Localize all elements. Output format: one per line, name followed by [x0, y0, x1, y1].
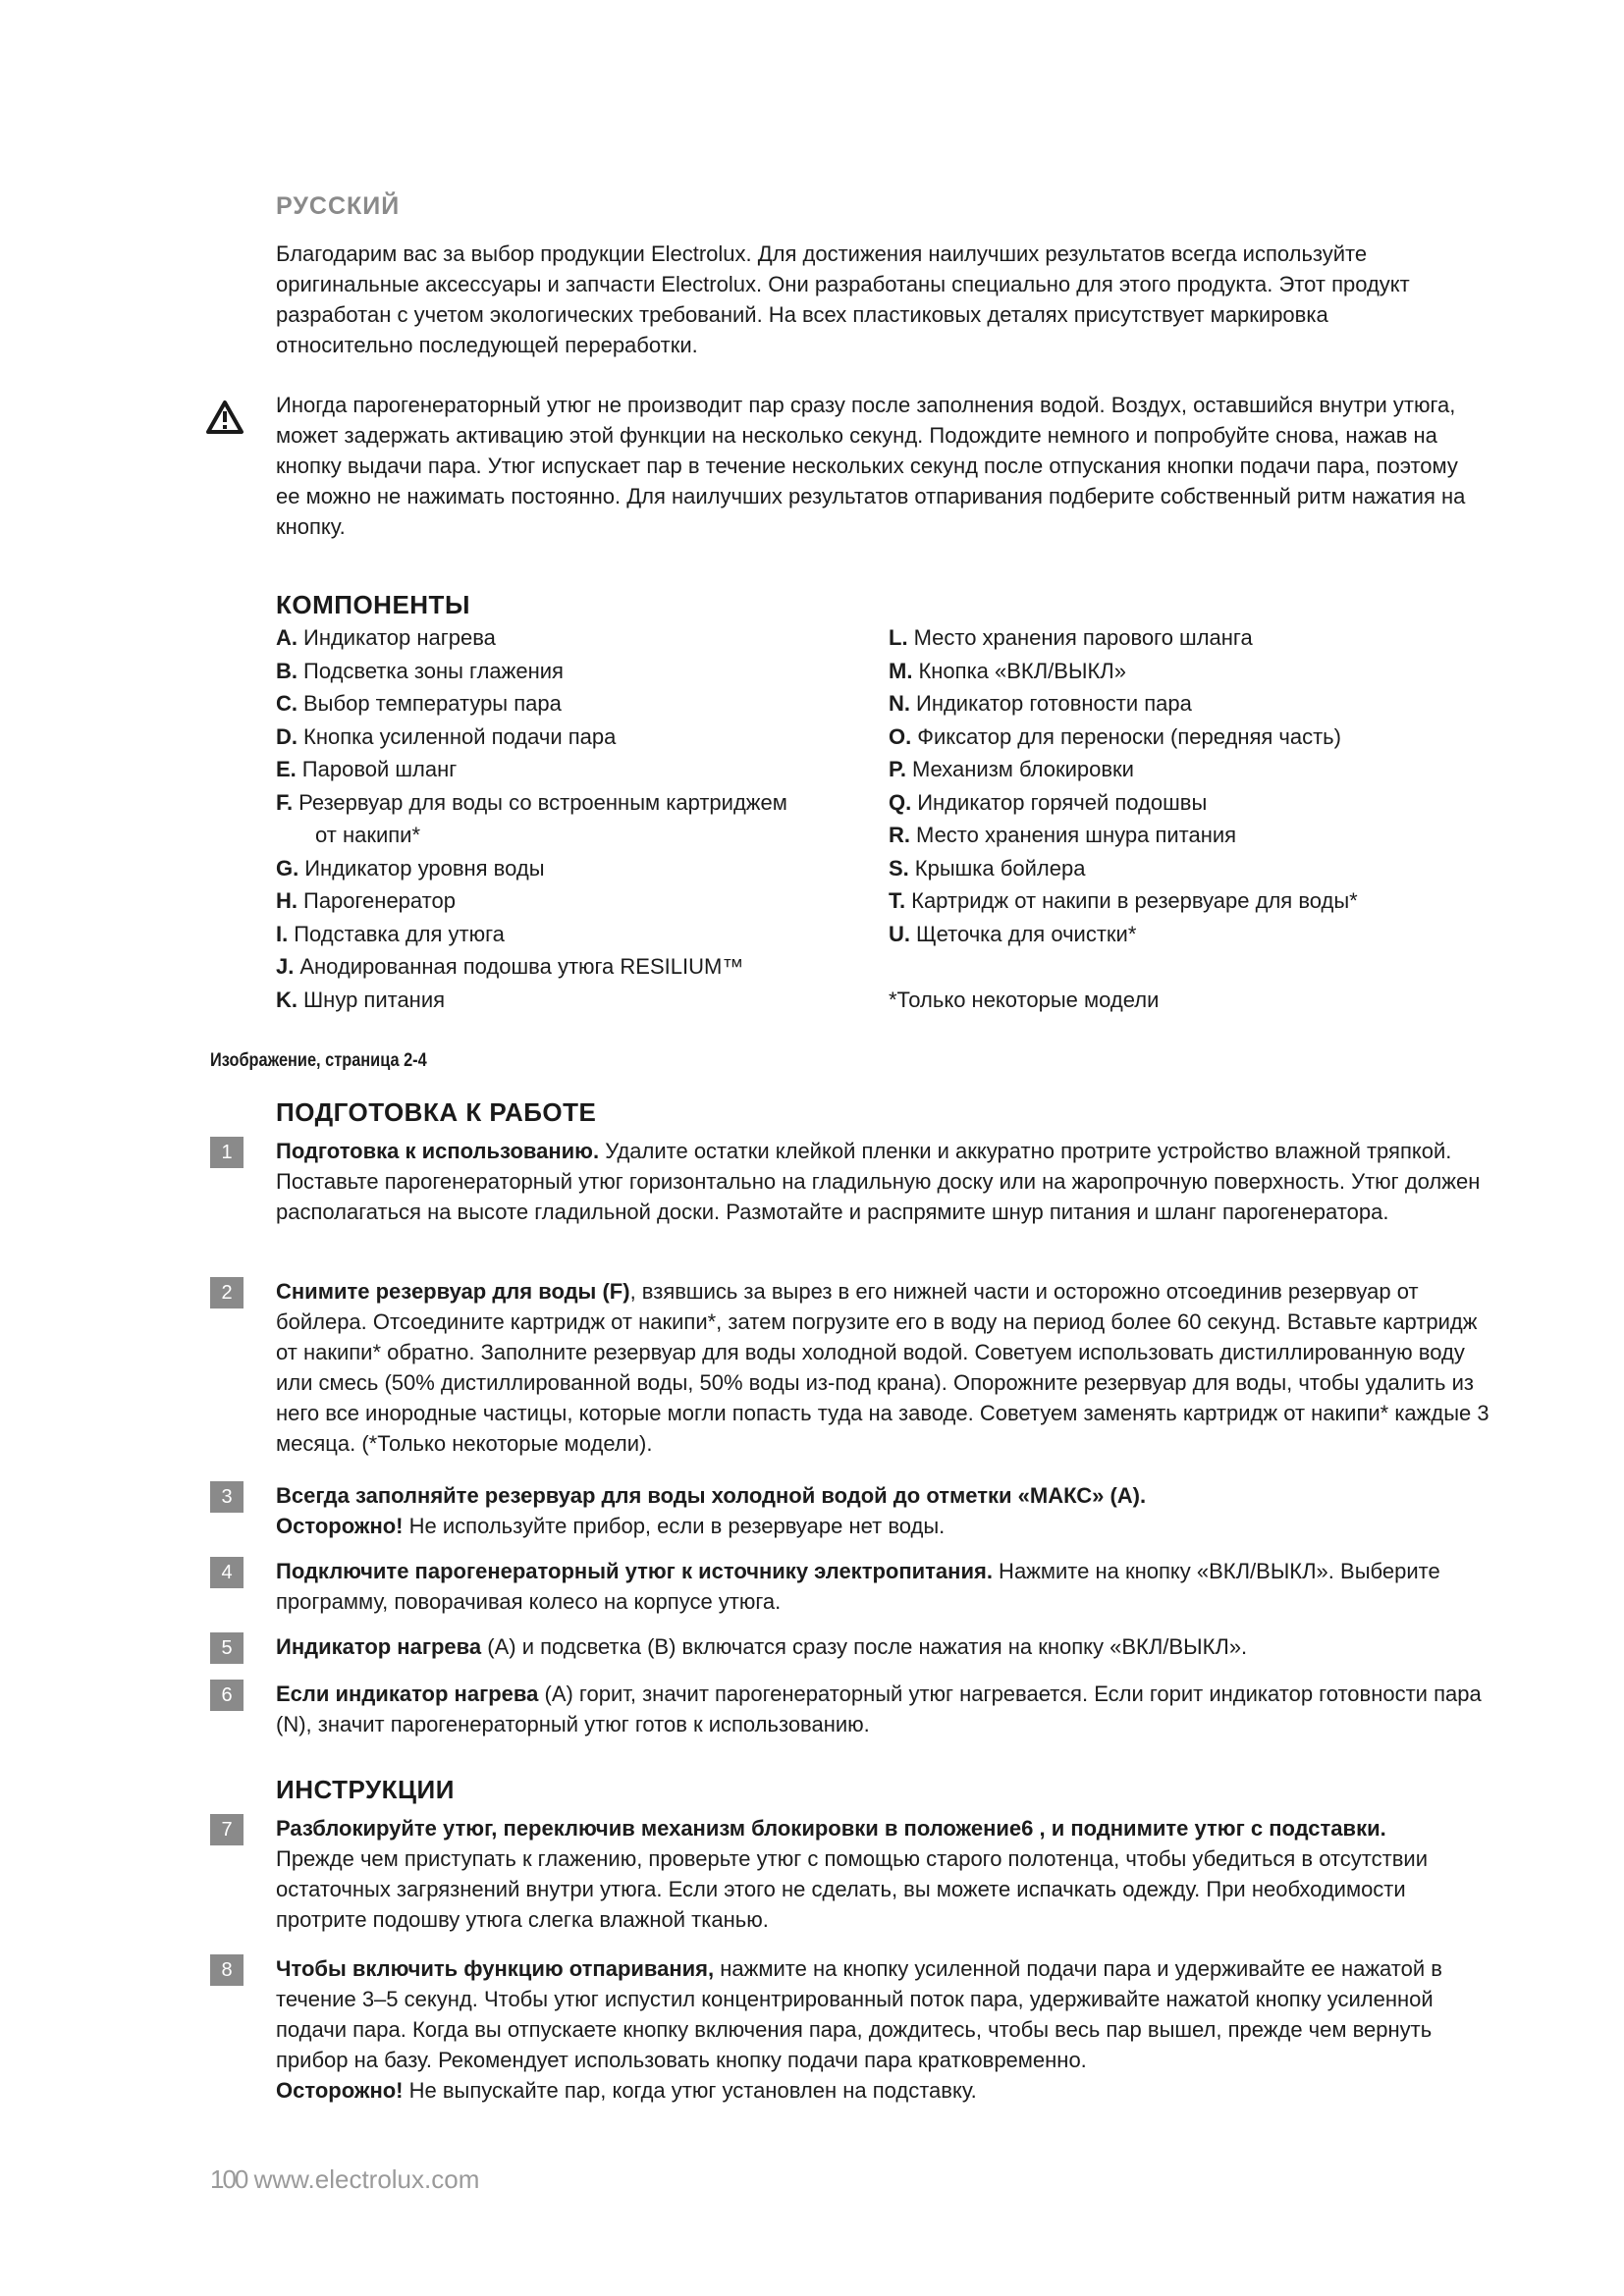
component-letter: D.	[276, 723, 298, 749]
component-text: Кнопка усиленной подачи пара	[303, 723, 617, 749]
step-text	[276, 1556, 1493, 1617]
footer-url[interactable]: www.electrolux.com	[253, 2164, 480, 2194]
instructions-title: ИНСТРУКЦИИ	[276, 1775, 455, 1804]
component-letter: R.	[889, 823, 910, 847]
step-number-badge: 3	[210, 1481, 244, 1513]
step-bold-lead: Снимите резервуар для воды (F)	[276, 1279, 630, 1304]
component-item	[889, 753, 1497, 786]
component-item	[889, 655, 1497, 688]
intro-paragraph: Благодарим вас за выбор продукции Electrolux. Для достижения наилучших результатов всегда используйте оригинальные аксессуары и запчасти Electrolux. Они разработаны специально для этого продукта. Этот продукт разработан с учетом экологических требований. На всех пластиковых деталях присутствует маркировка относительно последующей переработки.	[276, 241, 1410, 357]
step-body: (A) горит, значит парогенераторный утюг нагревается. Если горит индикатор готовности пара (N), значит парогенераторный утюг готов к использованию.	[276, 1682, 1482, 1736]
step-number-badge: 7	[210, 1814, 244, 1845]
component-letter: T.	[889, 888, 906, 913]
step-number-badge: 8	[210, 1954, 244, 1986]
component-text: Индикатор готовности пара	[916, 691, 1192, 716]
step-text	[276, 1953, 1493, 2106]
component-item	[276, 884, 885, 918]
step-bold-lead: Подготовка к использованию.	[276, 1139, 600, 1163]
caution-text: Не выпускайте пар, когда утюг установлен на подставку.	[403, 2078, 977, 2103]
component-item	[276, 852, 885, 885]
step-number-badge: 2	[210, 1277, 244, 1308]
step-text	[276, 1276, 1493, 1459]
component-text: Индикатор горячей подошвы	[917, 789, 1208, 815]
component-item	[276, 687, 885, 721]
component-letter: P.	[889, 757, 906, 781]
component-item	[276, 918, 885, 951]
component-item	[276, 786, 885, 852]
step-bold-lead: Если индикатор нагрева	[276, 1682, 539, 1706]
component-item	[889, 884, 1497, 918]
component-letter: M.	[889, 658, 913, 683]
preparation-title: ПОДГОТОВКА К РАБОТЕ	[276, 1097, 597, 1127]
models-note: *Только некоторые модели	[889, 988, 1160, 1012]
step-body: (A) и подсветка (B) включатся сразу после нажатия на кнопку «ВКЛ/ВЫКЛ».	[481, 1634, 1248, 1659]
component-text: Место хранения шнура питания	[916, 823, 1237, 847]
step-bold-tail: , и поднимите утюг с подставки.	[1033, 1816, 1386, 1841]
warning-triangle-icon	[205, 400, 244, 435]
component-item	[889, 721, 1497, 754]
lock-position-icon: 6	[1021, 1816, 1034, 1841]
step-text	[276, 1631, 1493, 1662]
step-body: нажмите на кнопку усиленной подачи пара и удерживайте ее нажатой в течение 3–5 секунд. Чтобы утюг испустил концентрированный поток пара, удерживайте нажатой кнопку усиленной подачи пара. Когда вы отпускаете кнопку включения пара, дождитесь, чтобы весь пар вышел, прежде чем вернуть прибор на базу. Рекомендует использовать кнопку подачи пара кратковременно.	[276, 1956, 1442, 2072]
component-text: Резервуар для воды со встроенным картриджем	[298, 789, 787, 815]
component-text: Щеточка для очистки*	[916, 921, 1137, 946]
component-letter: Q.	[889, 789, 912, 815]
component-text: Выбор температуры пара	[303, 691, 562, 716]
caution-label: Осторожно!	[276, 1514, 404, 1538]
component-text: Крышка бойлера	[914, 855, 1086, 881]
component-letter: U.	[889, 921, 910, 946]
component-item	[276, 655, 885, 688]
step-bold-lead: Подключите парогенераторный утюг к источнику электропитания.	[276, 1559, 993, 1583]
language-heading: РУССКИЙ	[276, 192, 401, 220]
component-letter: J.	[276, 954, 295, 979]
component-text: Подсветка зоны глажения	[303, 658, 564, 683]
step-number-badge: 4	[210, 1557, 244, 1588]
component-text: Механизм блокировки	[911, 757, 1134, 781]
step-body: , взявшись за вырез в его нижней части и осторожно отсоединив резервуар от бойлера. Отсоедините картридж от накипи*, затем погрузите его в воду на период более 60 секунд. Вставьте картридж от накипи* обратно. Заполните резервуар для воды холодной водой. Советуем использовать дистиллированную воду или смесь (50% дистиллированной воды, 50% воды из-под крана). Опорожните резервуар для воды, чтобы удалить из него все инородные частицы, которые могли попасть туда на заводе. Советуем заменять картридж от накипи* каждые 3 месяца. (*Только некоторые модели).	[276, 1279, 1489, 1456]
step-bold-lead: Чтобы включить функцию отпаривания,	[276, 1956, 715, 1981]
step-body: Прежде чем приступать к глажению, проверьте утюг с помощью старого полотенца, чтобы убедиться в отсутствии остаточных загрязнений внутри утюга. Если этого не сделать, вы можете испачкать одежду. При необходимости протрите подошву утюга слегка влажной тканью.	[276, 1846, 1428, 1932]
step-bold-lead: Индикатор нагрева	[276, 1634, 482, 1659]
step-number-badge: 6	[210, 1680, 244, 1711]
step-body: Удалите остатки клейкой пленки и аккуратно протрите устройство влажной тряпкой. Поставьте парогенераторный утюг горизонтально на гладильную доску или на жаропрочную поверхность. Утюг должен располагаться на высоте гладильной доски. Размотайте и распрямите шнур питания и шланг парогенератора.	[276, 1139, 1481, 1224]
step-text	[276, 1679, 1493, 1739]
component-text: Кнопка «ВКЛ/ВЫКЛ»	[918, 658, 1126, 683]
component-text: Индикатор уровня воды	[304, 855, 545, 881]
caution-label: Осторожно!	[276, 2078, 404, 2103]
component-item	[889, 621, 1497, 655]
component-text: Индикатор нагрева	[303, 625, 496, 650]
page-footer	[210, 2164, 479, 2195]
component-text: Анодированная подошва утюга RESILIUM™	[299, 954, 744, 979]
caution-text: Не используйте прибор, если в резервуаре нет воды.	[403, 1514, 946, 1538]
components-list-right	[889, 621, 1497, 950]
step-bold-lead: Всегда заполняйте резервуар для воды холодной водой до отметки «МАКС» (A).	[276, 1483, 1147, 1508]
component-item	[889, 786, 1497, 820]
component-letter: O.	[889, 723, 912, 749]
step-bold-lead: Разблокируйте утюг, переключив механизм блокировки в положение	[276, 1816, 1022, 1841]
component-item	[889, 687, 1497, 721]
warning-text: Иногда парогенераторный утюг не производит пар сразу после заполнения водой. Воздух, оставшийся внутри утюга, может задержать активацию этой функции на несколько секунд. Подождите немного и попробуйте снова, нажав на кнопку выдачи пара. Утюг испускает пар в течение нескольких секунд после отпускания кнопки подачи пара, поэтому ее можно не нажимать постоянно. Для наилучших результатов отпаривания подберите собственный ритм нажатия на кнопку.	[276, 393, 1466, 539]
page-number: 100	[210, 2164, 247, 2194]
component-item	[276, 621, 885, 655]
component-text: Фиксатор для переноски (передняя часть)	[917, 723, 1341, 749]
component-letter: E.	[276, 757, 297, 781]
component-text: Шнур питания	[303, 987, 446, 1012]
step-text	[276, 1136, 1493, 1227]
image-reference: Изображение, страница 2-4	[210, 1050, 427, 1071]
component-item	[889, 852, 1497, 885]
component-text-continued: от накипи*	[315, 823, 421, 847]
step-text	[276, 1813, 1493, 1935]
component-letter: B.	[276, 658, 298, 683]
component-letter: C.	[276, 691, 298, 716]
component-item	[276, 721, 885, 754]
component-letter: I.	[276, 921, 289, 946]
step-body: Нажмите на кнопку «ВКЛ/ВЫКЛ». Выберите программу, поворачивая колесо на корпусе утюга.	[276, 1559, 1440, 1614]
step-number-badge: 5	[210, 1632, 244, 1664]
component-letter: S.	[889, 855, 909, 881]
step-number-badge: 1	[210, 1137, 244, 1168]
components-list-left	[276, 621, 885, 1016]
component-letter: H.	[276, 888, 298, 913]
component-letter: K.	[276, 987, 298, 1012]
component-letter: G.	[276, 855, 299, 881]
component-text: Паровой шланг	[301, 757, 458, 781]
component-text: Место хранения парового шланга	[913, 625, 1253, 650]
components-title: КОМПОНЕНТЫ	[276, 590, 470, 619]
component-text: Подставка для утюга	[294, 921, 505, 946]
component-item	[276, 984, 885, 1017]
component-letter: L.	[889, 625, 908, 650]
component-text: Картридж от накипи в резервуаре для воды*	[911, 888, 1358, 913]
step-text	[276, 1480, 1493, 1541]
component-text: Парогенератор	[303, 888, 456, 913]
component-item	[889, 918, 1497, 951]
component-item	[276, 950, 885, 984]
component-letter: F.	[276, 789, 294, 815]
component-item	[889, 819, 1497, 852]
component-letter: N.	[889, 691, 910, 716]
component-letter: A.	[276, 625, 298, 650]
component-item	[276, 753, 885, 786]
